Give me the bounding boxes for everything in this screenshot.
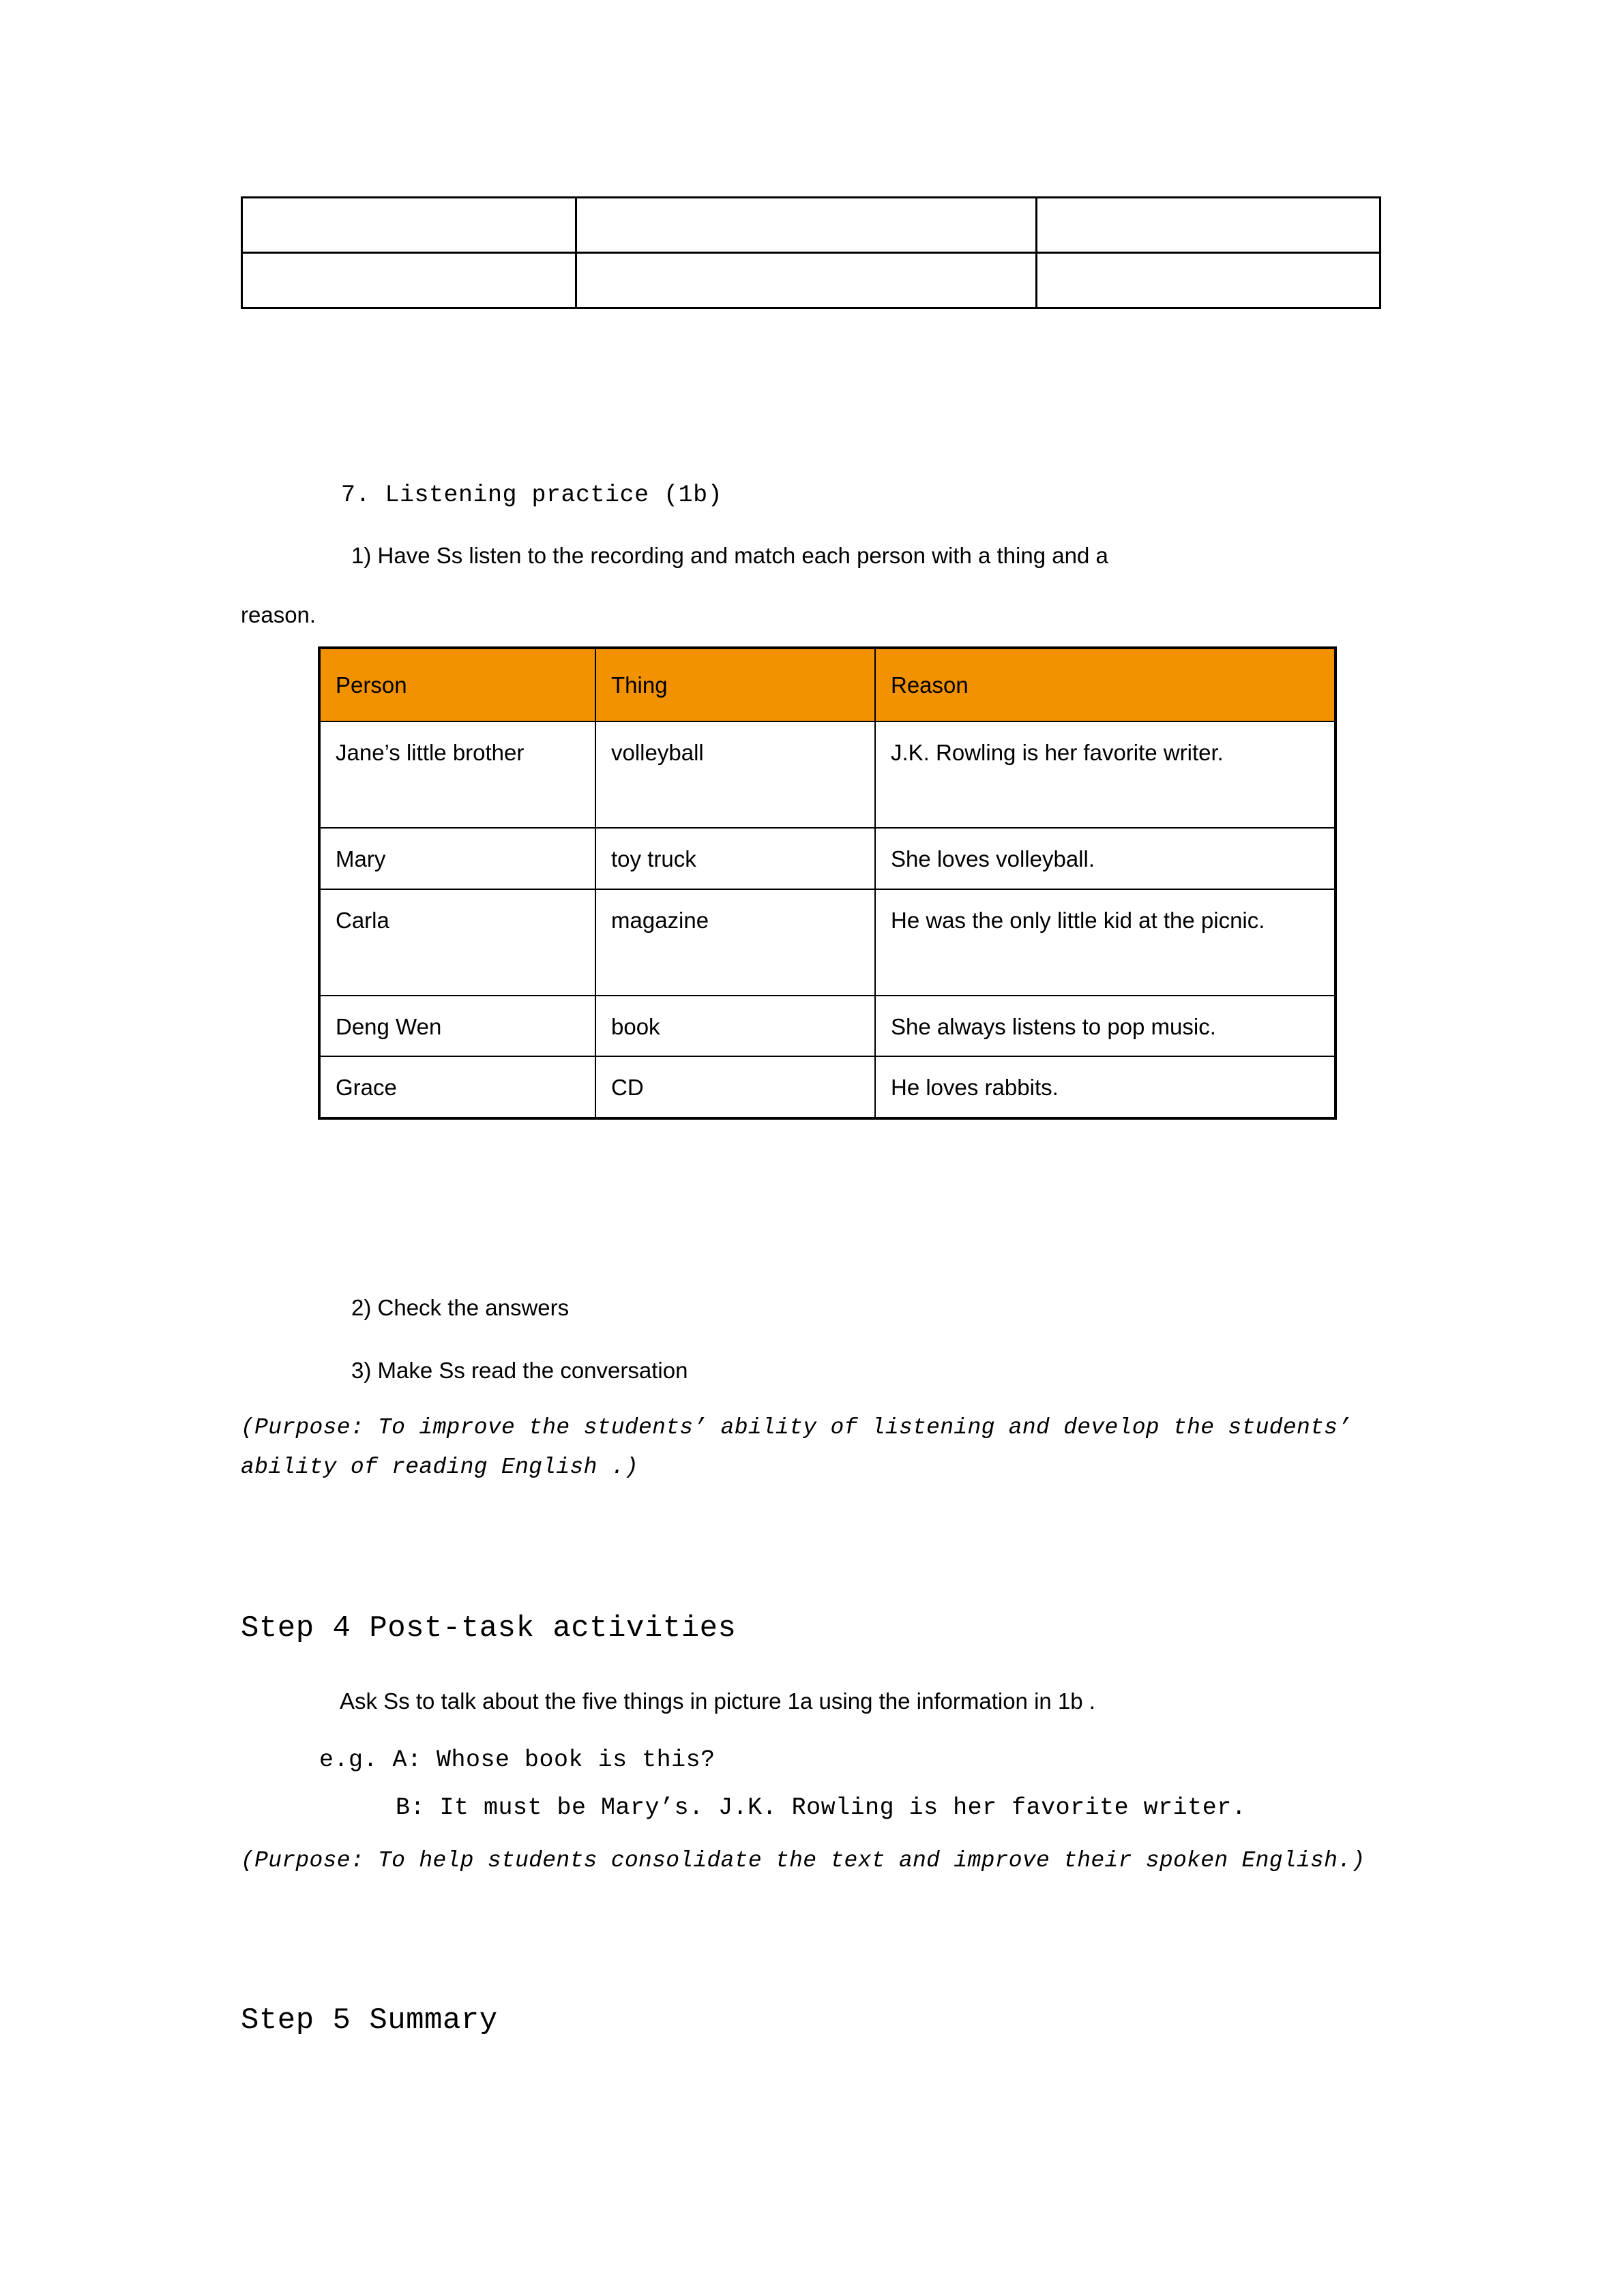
example-line-b: B: It must be Mary’s. J.K. Rowling is her favorite writer. <box>396 1794 1247 1821</box>
table-cell <box>1037 253 1381 308</box>
cell-thing: book <box>595 996 875 1056</box>
column-header-person: Person <box>319 648 595 721</box>
table-cell <box>576 253 1037 308</box>
section-heading-listening-practice: 7. Listening practice (1b) <box>341 481 723 509</box>
cell-reason: J.K. Rowling is her favorite writer. <box>875 721 1335 828</box>
purpose-note-2: (Purpose: To help students consolidate the text and improve their spoken English.) <box>241 1848 1365 1873</box>
table-row <box>319 721 1335 828</box>
cell-thing: magazine <box>595 889 875 996</box>
step-4-instruction: Ask Ss to talk about the five things in picture 1a using the information in 1b . <box>340 1688 1095 1714</box>
cell-person: Grace <box>319 1056 595 1118</box>
instruction-line-2: 2) Check the answers <box>351 1295 570 1320</box>
cell-reason: She always listens to pop music. <box>875 996 1335 1056</box>
cell-thing: CD <box>595 1056 875 1118</box>
cell-thing: volleyball <box>595 721 875 828</box>
cell-person: Mary <box>319 828 595 889</box>
cell-reason: She loves volleyball. <box>875 828 1335 889</box>
column-header-reason: Reason <box>875 648 1335 721</box>
table-row <box>319 996 1335 1056</box>
step-4-heading: Step 4 Post-task activities <box>241 1611 737 1645</box>
person-thing-reason-table <box>318 646 1337 1120</box>
table-cell <box>242 253 576 308</box>
instruction-line-1: 1) Have Ss listen to the recording and match each person with a thing and a <box>351 543 1108 568</box>
table-row <box>242 253 1381 308</box>
cell-person: Carla <box>319 889 595 996</box>
example-line-a: e.g. A: Whose book is this? <box>319 1746 715 1774</box>
cell-reason: He loves rabbits. <box>875 1056 1335 1118</box>
cell-reason: He was the only little kid at the picnic. <box>875 889 1335 996</box>
cell-person: Jane’s little brother <box>319 721 595 828</box>
purpose-note-1: (Purpose: To improve the students’ ability of listening and develop the students’ ability of reading English .) <box>241 1415 1352 1480</box>
cell-person: Deng Wen <box>319 996 595 1056</box>
table-row <box>319 889 1335 996</box>
table-header-row <box>319 648 1335 721</box>
table-row <box>242 198 1381 253</box>
instruction-line-3: 3) Make Ss read the conversation <box>351 1358 688 1383</box>
table-cell <box>242 198 576 253</box>
instruction-line-1-continuation: reason. <box>241 602 316 627</box>
table-row <box>319 1056 1335 1118</box>
table-cell <box>576 198 1037 253</box>
step-5-heading: Step 5 Summary <box>241 2003 498 2038</box>
cell-thing: toy truck <box>595 828 875 889</box>
table-row <box>319 828 1335 889</box>
empty-table <box>241 196 1381 309</box>
table-cell <box>1037 198 1381 253</box>
column-header-thing: Thing <box>595 648 875 721</box>
